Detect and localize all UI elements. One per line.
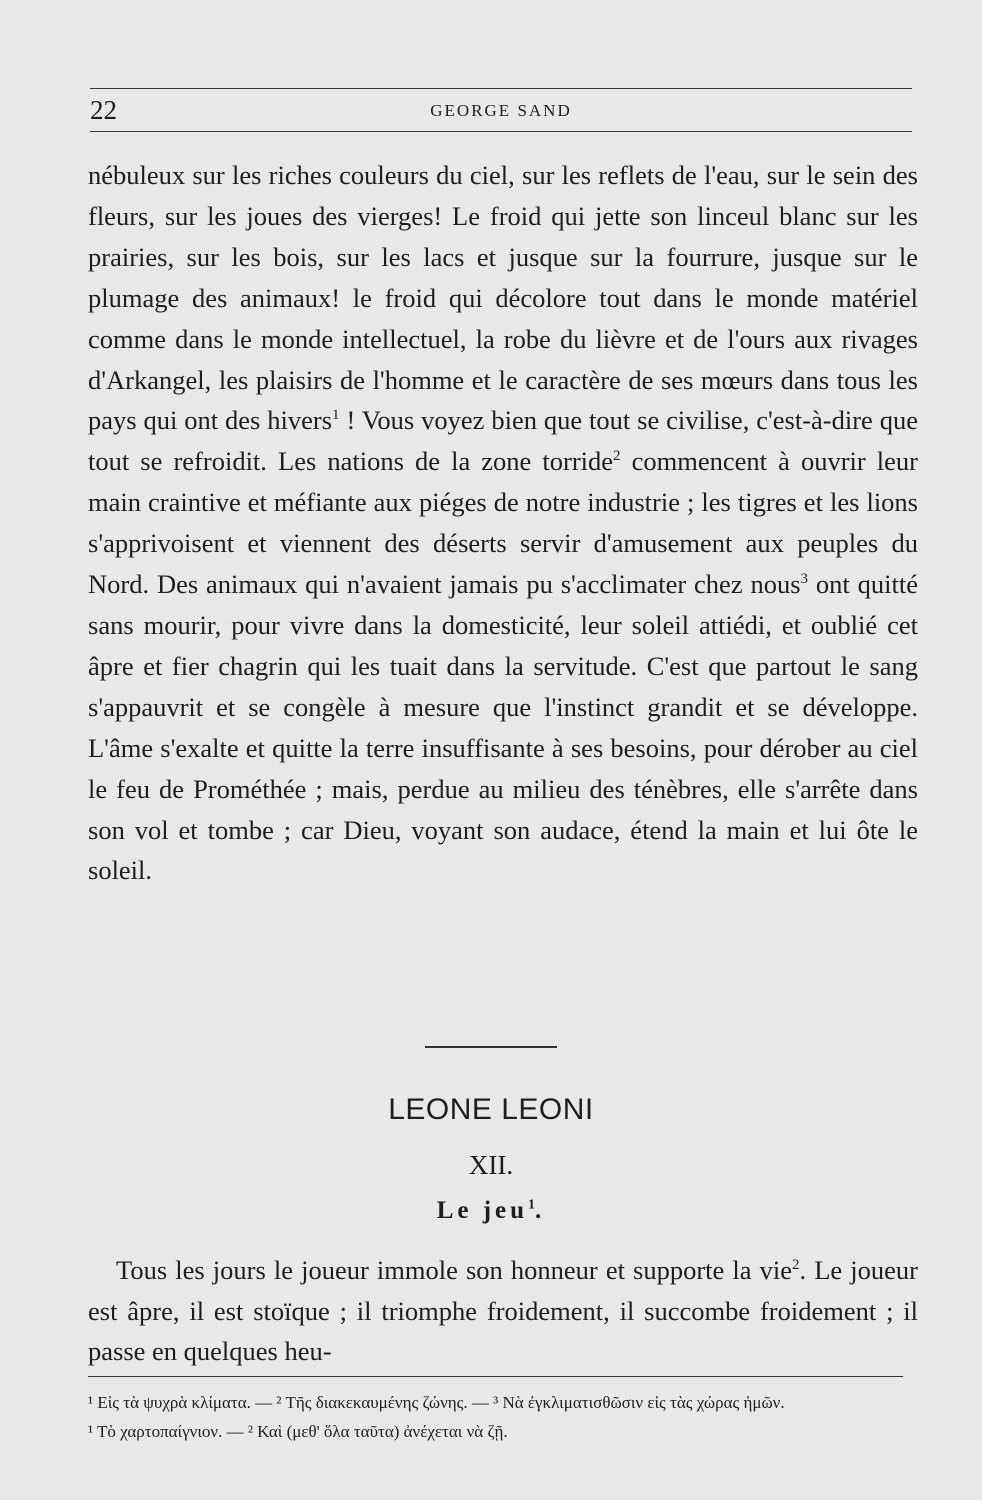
header-bottom-rule	[90, 131, 912, 132]
running-title: GEORGE SAND	[430, 101, 572, 120]
running-head	[90, 95, 912, 129]
footnote-ref-2: 2	[613, 448, 621, 465]
section-title: LEONE LEONI	[388, 1093, 594, 1126]
body-text-part-3: commencent à ouvrir leur main craintive et méfiante aux piéges de notre industrie ; les tigres et les lions s'apprivoisent et viennent des déserts servir d'amusement aux peuples du Nord. Des animaux qui n'avaient jamais pu s'acclimater chez nous	[88, 446, 918, 600]
page-number: 22	[90, 95, 117, 125]
body-paragraph	[88, 155, 918, 891]
footnote-line-1: ¹ Εἰς τὰ ψυχρὰ κλίματα. — ² Τῆς διακεκαυμένης ζώνης. — ³ Νὰ ἐγκλιματισθῶσιν εἰς τὰς χώρας ἡμῶν.	[88, 1393, 785, 1412]
chapter-title: Le jeu$^1$.	[436, 1197, 546, 1224]
body-text-part-4: ont quitté sans mourir, pour vivre dans la domesticité, leur soleil attiédi, et oublié cet âpre et fier chagrin qui les tuait dans la servitude. C'est que partout le sang s'appauvrit et se congèle à mesure que l'instinct grandit et se développe. L'âme s'exalte et quitte la terre insuffisante à ses besoins, pour dérober au ciel le feu de Prométhée ; mais, perdue au milieu des ténèbres, elle s'arrête dans son vol et tombe ; car Dieu, voyant son audace, étend la main et lui ôte le soleil.	[88, 569, 918, 886]
body-text-part-2: ! Vous voyez bien que tout se civilise, c'est-à-dire que tout se refroidit. Les nations de la zone torride	[88, 405, 918, 477]
chapter-paragraph	[88, 1250, 918, 1372]
footnote-ref-3: 3	[800, 571, 809, 588]
body-text-part-1: nébuleux sur les riches couleurs du ciel, sur les reflets de l'eau, sur le sein des fleurs, sur les joues des vierges! Le froid qui jette son linceul blanc sur les prairies, sur les bois, sur les lacs et jusque sur la fourrure, jusque sur le plumage des animaux! le froid qui décolore tout dans le monde matériel comme dans le monde intellectuel, la robe du lièvre et de l'ours aux rivages d'Arkangel, les plaisirs de l'homme et le caractère de ses mœurs dans tous les pays qui ont des hivers	[88, 160, 918, 436]
footnote-line-2: ¹ Τὸ χαρτοπαίγνιον. — ² Καὶ (μεθ' ὅλα ταῦτα) ἀνέχεται νὰ ζῇ.	[88, 1422, 508, 1441]
chapter-text-part-1: Tous les jours le joueur immole son honneur et supporte la vie	[116, 1255, 793, 1285]
footnote-ref-1: 1	[332, 407, 340, 424]
chapter-title-text: Le jeu	[436, 1197, 529, 1224]
footnote-rule	[88, 1376, 903, 1377]
section-divider	[425, 1046, 557, 1048]
header-top-rule	[90, 88, 912, 89]
chapter-text-part-2: . Le joueur est âpre, il est stoïque ; il triomphe froidement, il succombe froidement ; il passe en quelques heu-	[88, 1255, 918, 1366]
chapter-footnote-ref-2: 2	[792, 1257, 800, 1274]
footnotes	[88, 1388, 918, 1446]
chapter-footnote-ref: 1	[528, 1197, 536, 1213]
chapter-number: XII.	[468, 1150, 514, 1180]
